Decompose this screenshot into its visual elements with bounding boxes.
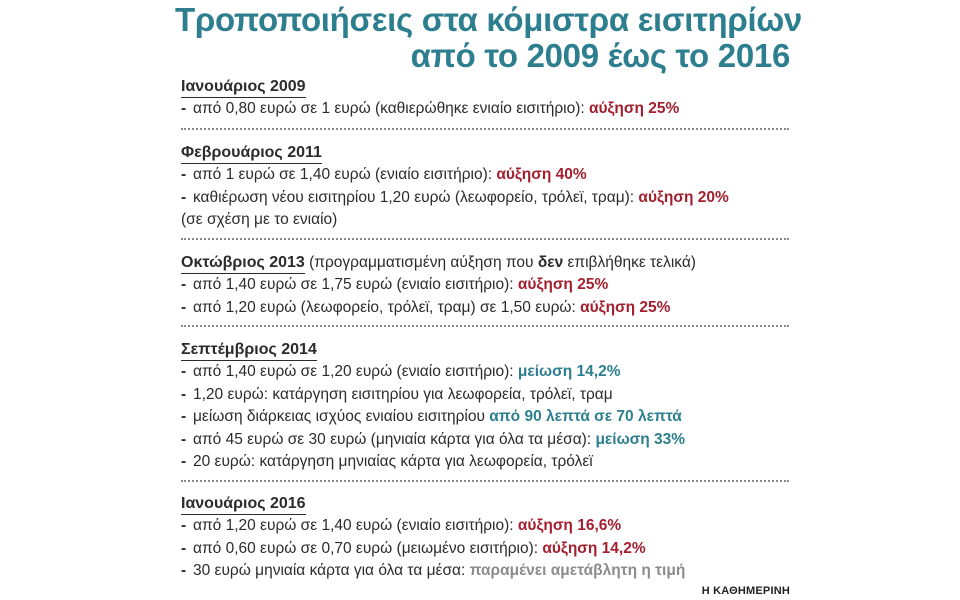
change-increase: αύξηση 25% — [588, 100, 680, 117]
bullet-dash: - — [181, 363, 187, 380]
bullet-dash: - — [181, 298, 187, 316]
change-decrease: από 90 λεπτά σε 70 λεπτά — [489, 408, 682, 425]
list-item: - από 1,40 ευρώ σε 1,20 ευρώ (ενιαίο εισιτήριο): μείωση 14,2% — [181, 361, 789, 384]
dotted-divider — [181, 325, 789, 327]
section-heading: Οκτώβριος 2013 — [181, 253, 305, 274]
change-increase: αύξηση 20% — [638, 188, 729, 206]
bullet-dash: - — [181, 430, 187, 448]
change-increase: αύξηση 16,6% — [517, 517, 622, 534]
list-item: - 20 ευρώ: κατάργηση μηνιαίας κάρτα για λεωφορεία, τρόλεϊ — [181, 451, 789, 474]
list-item: - 30 ευρώ μηνιαία κάρτα για όλα τα μέσα: παραμένει αμετάβλητη η τιμή — [181, 560, 789, 583]
infographic — [175, 0, 802, 600]
list-item: - 1,20 ευρώ: κατάργηση εισιτηρίου για λεωφορεία, τρόλεϊ, τραμ — [181, 384, 789, 407]
section-note: (προγραμματισμένη αύξηση που δεν επιβλήθηκε τελικά) — [304, 254, 696, 271]
change-increase: αύξηση 25% — [517, 276, 609, 293]
change-increase: αύξηση 14,2% — [542, 539, 646, 557]
section-heading: Ιανουάριος 2016 — [181, 494, 306, 515]
section-september-2014 — [181, 339, 789, 474]
change-increase: αύξηση 25% — [580, 298, 671, 316]
list-item: - καθιέρωση νέου εισιτηρίου 1,20 ευρώ (λεωφορείο, τρόλεϊ, τραμ): αύξηση 20% — [181, 187, 789, 210]
dotted-divider — [181, 128, 789, 130]
section-heading: Ιανουάριος 2009 — [181, 77, 306, 98]
list-item: - από 0,60 ευρώ σε 0,70 ευρώ (μειωμένο εισιτήριο): αύξηση 14,2% — [181, 538, 789, 561]
bullet-dash: - — [181, 453, 187, 470]
section-january-2009 — [181, 76, 789, 121]
change-increase: αύξηση 40% — [496, 166, 587, 183]
list-item: - από 1,40 ευρώ σε 1,75 ευρώ (ενιαίο εισιτήριο): αύξηση 25% — [181, 274, 789, 297]
list-item-continuation: (σε σχέση με το ενιαίο) — [181, 211, 338, 228]
dotted-divider — [181, 480, 789, 482]
bullet-dash: - — [181, 539, 187, 557]
bullet-dash: - — [181, 408, 187, 425]
bullet-dash: - — [181, 100, 187, 117]
change-unchanged: παραμένει αμετάβλητη η τιμή — [469, 562, 686, 579]
section-october-2013 — [181, 252, 789, 319]
list-item: - μείωση διάρκειας ισχύος ενιαίου εισιτηρίου από 90 λεπτά σε 70 λεπτά — [181, 406, 789, 429]
section-heading: Σεπτέμβριος 2014 — [181, 340, 317, 361]
list-item: - από 45 ευρώ σε 30 ευρώ (μηνιαία κάρτα για όλα τα μέσα): μείωση 33% — [181, 429, 789, 452]
section-february-2011 — [181, 142, 789, 232]
list-item: - από 1,20 ευρώ σε 1,40 ευρώ (ενιαίο εισιτήριο): αύξηση 16,6% — [181, 515, 789, 538]
bullet-dash: - — [181, 517, 187, 534]
list-item: - από 1,20 ευρώ (λεωφορείο, τρόλεϊ, τραμ) σε 1,50 ευρώ: αύξηση 25% — [181, 297, 789, 320]
bullet-dash: - — [181, 276, 187, 293]
title-line-1: Τροποποιήσεις στα κόμιστρα εισιτηρίων — [175, 1, 802, 38]
list-item: - από 0,80 ευρώ σε 1 ευρώ (καθιερώθηκε ενιαίο εισιτήριο): αύξηση 25% — [181, 98, 789, 121]
bullet-dash: - — [181, 188, 187, 206]
bullet-dash: - — [181, 166, 187, 183]
bullet-dash: - — [181, 562, 187, 579]
bullet-dash: - — [181, 385, 187, 403]
source-credit: Η ΚΑΘΗΜΕΡΙΝΗ — [701, 585, 790, 597]
change-decrease: μείωση 33% — [595, 430, 686, 448]
change-decrease: μείωση 14,2% — [517, 363, 621, 380]
page-title — [175, 0, 802, 74]
title-line-2: από το 2009 έως το 2016 — [410, 37, 790, 74]
section-heading: Φεβρουάριος 2011 — [181, 143, 322, 164]
list-item: - από 1 ευρώ σε 1,40 ευρώ (ενιαίο εισιτήριο): αύξηση 40% — [181, 164, 789, 187]
section-january-2016 — [181, 493, 789, 583]
dotted-divider — [181, 238, 789, 240]
